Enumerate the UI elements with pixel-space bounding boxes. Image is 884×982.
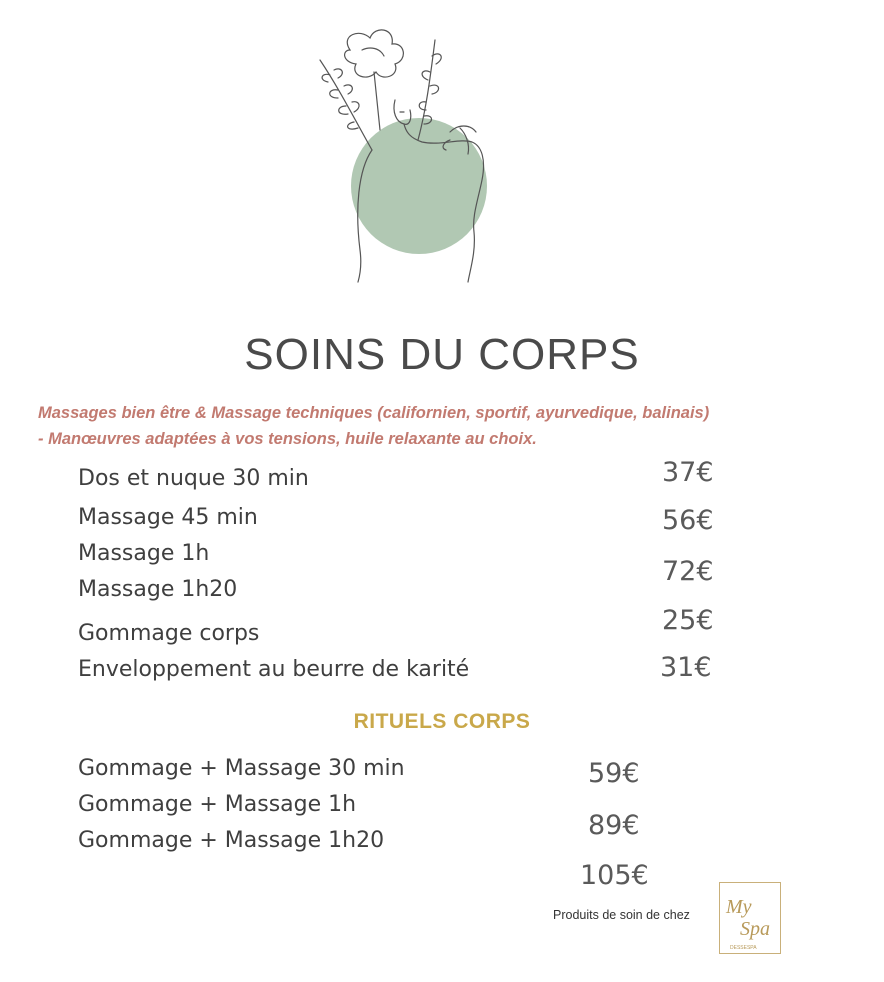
soin-price-31: 31€: [660, 652, 712, 683]
soin-item-enveloppement: Enveloppement au beurre de karité: [78, 657, 470, 682]
page-title: SOINS DU CORPS: [244, 330, 640, 379]
svg-text:Spa: Spa: [740, 918, 770, 940]
subtitle: [38, 400, 858, 452]
soin-item-massage-1h20: Massage 1h20: [78, 577, 238, 602]
soin-item-massage-1h: Massage 1h: [78, 541, 210, 566]
soin-item-dos-nuque: Dos et nuque 30 min: [78, 466, 309, 491]
svg-text:My: My: [726, 896, 752, 918]
rituel-price-105: 105€: [580, 860, 649, 891]
myspa-logo-icon: [719, 882, 781, 954]
subtitle-line-1: Massages bien être & Massage techniques (californien, sportif, ayurvedique, balinais): [38, 404, 710, 422]
soin-price-72: 72€: [662, 556, 714, 587]
subtitle-line-2: - Manœuvres adaptées à vos tensions, huile relaxante au choix.: [38, 430, 537, 448]
rituel-price-59: 59€: [588, 758, 640, 789]
soin-item-gommage: Gommage corps: [78, 621, 260, 646]
svg-text:DESSESPA: DESSESPA: [730, 945, 757, 951]
soin-item-massage-45: Massage 45 min: [78, 505, 258, 530]
rituel-item-1h20: Gommage + Massage 1h20: [78, 828, 385, 853]
soin-price-56: 56€: [662, 505, 714, 536]
credit-text: Produits de soin de chez: [553, 908, 690, 922]
rituel-item-1h: Gommage + Massage 1h: [78, 792, 357, 817]
rituel-item-30: Gommage + Massage 30 min: [78, 756, 405, 781]
woman-flowers-illustration-icon: [300, 20, 520, 290]
soin-price-37: 37€: [662, 457, 714, 488]
rituel-price-89: 89€: [588, 810, 640, 841]
section-title-rituels: RITUELS CORPS: [353, 710, 531, 733]
soin-price-25: 25€: [662, 605, 714, 636]
